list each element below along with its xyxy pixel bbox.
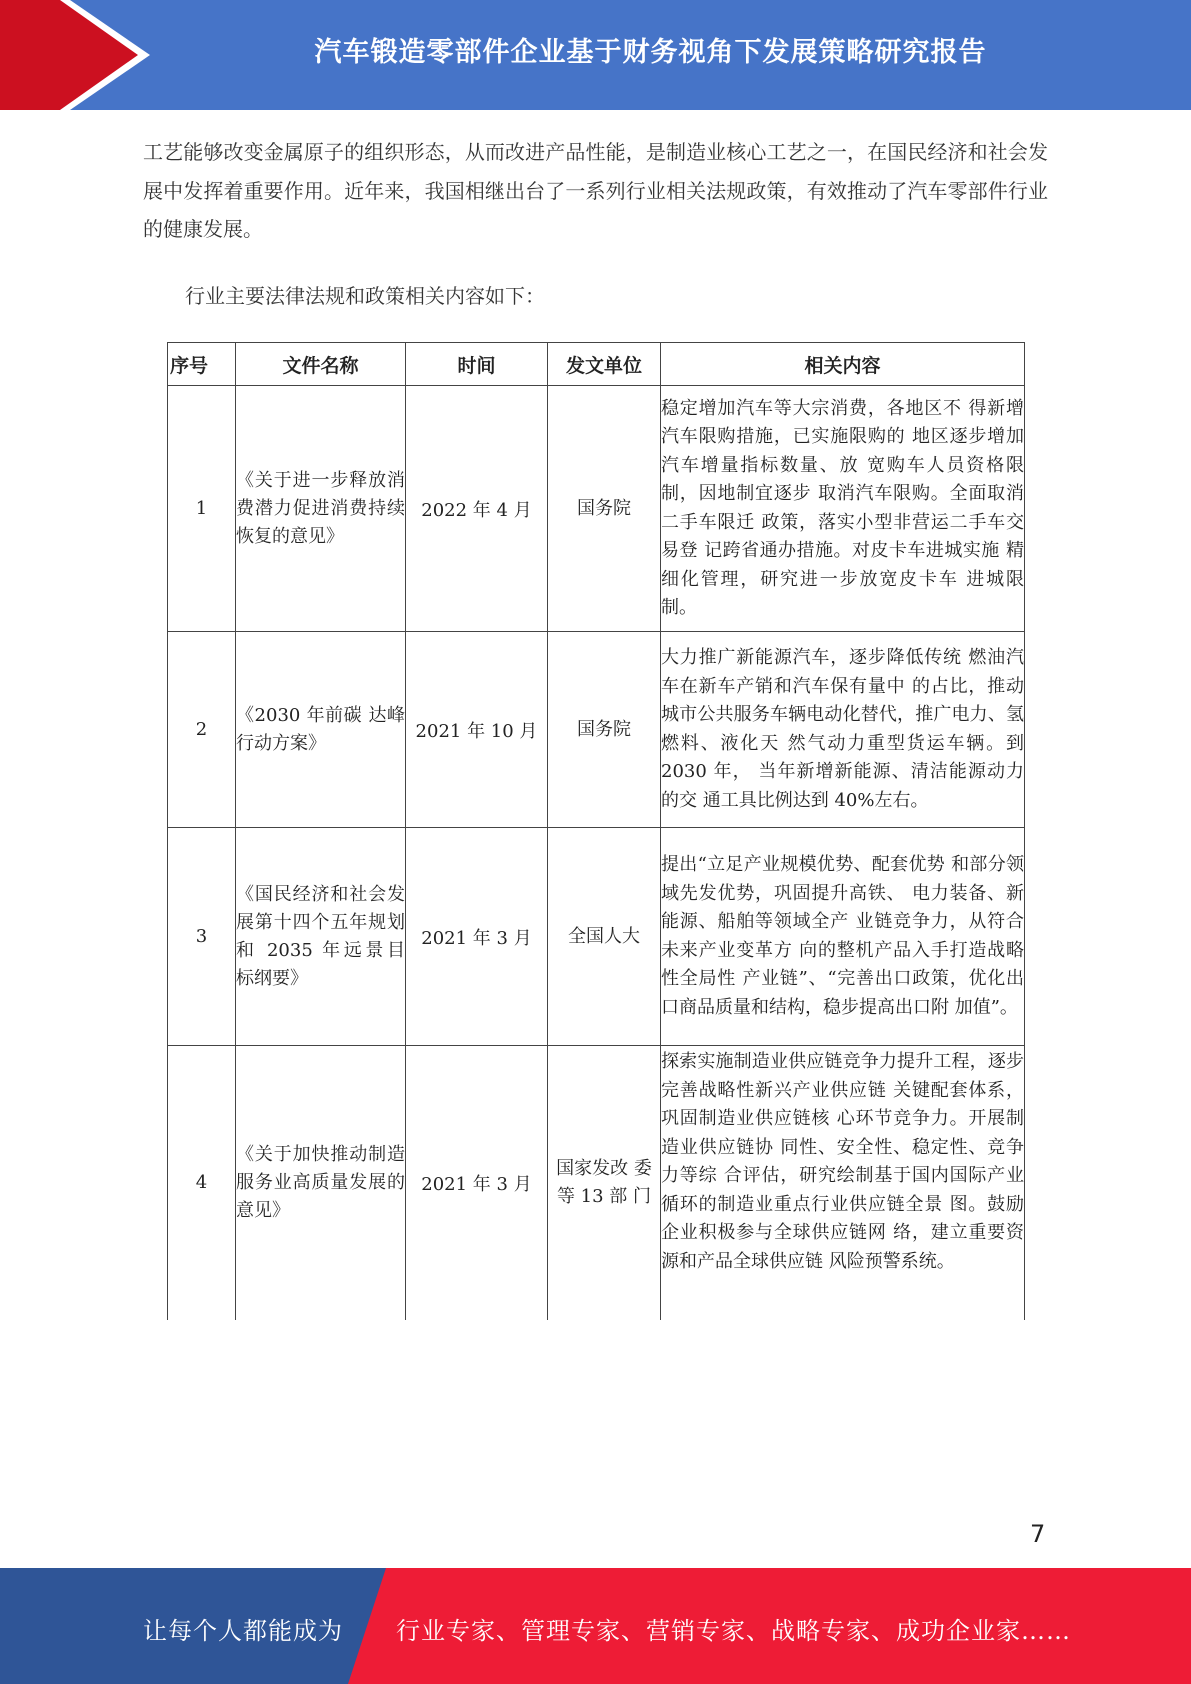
- row-name: 《国民经济和社会发展第十四个五年规划和 2035 年远景目 标纲要》: [236, 828, 406, 1046]
- page-header: [0, 0, 1191, 110]
- row-no: 4: [168, 1046, 236, 1320]
- row-no: 3: [168, 828, 236, 1046]
- row-name: 《2030 年前碳 达峰行动方案》: [236, 632, 406, 828]
- report-title: 汽车锻造零部件企业基于财务视角下发展策略研究报告: [314, 37, 987, 68]
- row-date: 2021 年 10 月: [406, 632, 548, 828]
- table-intro: 行业主要法律法规和政策相关内容如下：: [185, 284, 545, 308]
- table-row: [168, 632, 1025, 828]
- header-content: 相关内容: [661, 343, 1025, 386]
- table-row: [168, 828, 1025, 1046]
- footer-slogan-left: 让每个人都能成为: [143, 1617, 343, 1645]
- row-no: 1: [168, 386, 236, 632]
- page-number: 7: [1030, 1520, 1046, 1548]
- row-date: 2022 年 4 月: [406, 386, 548, 632]
- policy-table: [167, 342, 1025, 1320]
- row-unit: 国家发改 委等 13 部 门: [548, 1046, 661, 1320]
- table-header-row: [168, 343, 1025, 386]
- header-date: 时间: [406, 343, 548, 386]
- row-name: 《关于加快推动制造服务业高质量发展的意见》: [236, 1046, 406, 1320]
- row-name: 《关于进一步释放消费潜力促进消费持续恢复的意见》: [236, 386, 406, 632]
- row-unit: 全国人大: [548, 828, 661, 1046]
- page-footer: [0, 1568, 1191, 1684]
- row-no: 2: [168, 632, 236, 828]
- header-no: 序号: [168, 343, 236, 386]
- row-content: 稳定增加汽车等大宗消费，各地区不 得新增汽车限购措施，已实施限购的 地区逐步增加汽车增量指标数量、放 宽购车人员资格限制，因地制宜逐步 取消汽车限购。全面取消二手车限迁 政策，落实小型非营运二手车交易登 记跨省通办措施。对皮卡车进城实施 精细化管理，研究进一步放宽皮卡车 进城限制。: [661, 386, 1025, 632]
- header-unit: 发文单位: [548, 343, 661, 386]
- row-content: 探索实施制造业供应链竞争力提升工程，逐步完善战略性新兴产业供应链 关键配套体系，巩固制造业供应链核 心环节竞争力。开展制造业供应链协 同性、安全性、稳定性、竞争力等综 合评估，研究绘制基于国内国际产业 循环的制造业重点行业供应链全景 图。鼓励企业积极参与全球供应链网 络，建立重要资源和产品全球供应链 风险预警系统。: [661, 1046, 1025, 1320]
- row-unit: 国务院: [548, 632, 661, 828]
- row-date: 2021 年 3 月: [406, 1046, 548, 1320]
- body-paragraph: 工艺能够改变金属原子的组织形态，从而改进产品性能，是制造业核心工艺之一，在国民经济和社会发展中发挥着重要作用。近年来，我国相继出台了一系列行业相关法规政策，有效推动了汽车零部件行业的健康发展。: [143, 140, 1048, 241]
- header-arrow-decoration: [0, 0, 160, 110]
- row-date: 2021 年 3 月: [406, 828, 548, 1046]
- footer-slogan-right: 行业专家、管理专家、营销专家、战略专家、成功企业家……: [396, 1617, 1071, 1645]
- row-content: 提出“立足产业规模优势、配套优势 和部分领域先发优势，巩固提升高铁、 电力装备、新能源、船舶等领域全产 业链竞争力，从符合未来产业变革方 向的整机产品入手打造战略性全局性 产业链”、“完善出口政策，优化出 口商品质量和结构，稳步提高出口附 加值”。: [661, 828, 1025, 1046]
- table-row: [168, 1046, 1025, 1320]
- row-unit: 国务院: [548, 386, 661, 632]
- row-content: 大力推广新能源汽车，逐步降低传统 燃油汽车在新车产销和汽车保有量中 的占比，推动城市公共服务车辆电动化替代，推广电力、氢燃料、液化天 然气动力重型货运车辆。到 2030 年， 当年新增新能源、清洁能源动力的交 通工具比例达到 40%左右。: [661, 632, 1025, 828]
- header-name: 文件名称: [236, 343, 406, 386]
- table-row: [168, 386, 1025, 632]
